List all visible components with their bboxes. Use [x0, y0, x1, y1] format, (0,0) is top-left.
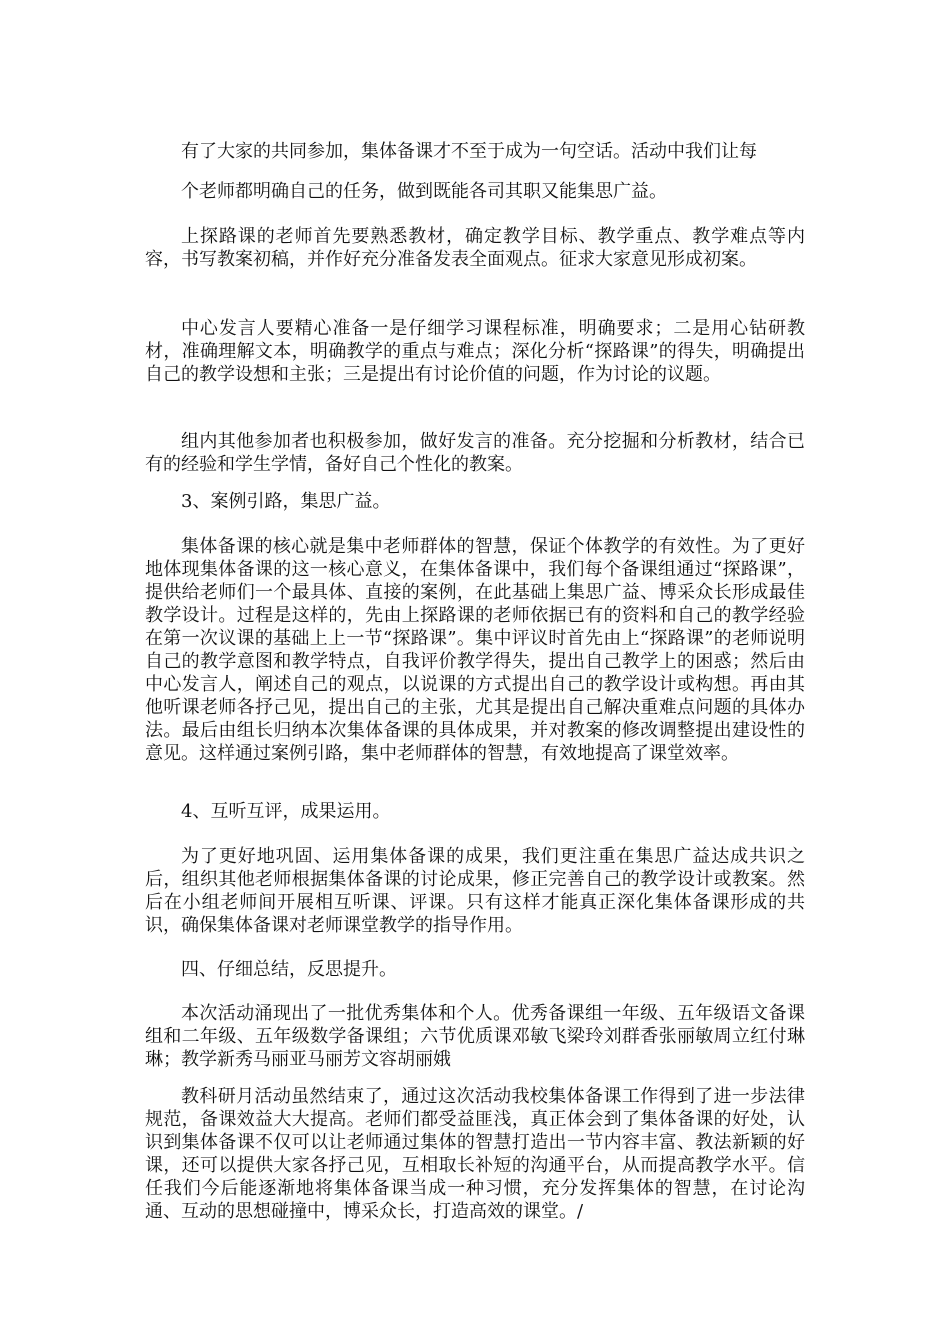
heading-case-guidance: 3、案例引路，集思广益。: [181, 491, 391, 512]
paragraph-explore-lesson: 上探路课的老师首先要熟悉教材，确定教学目标、教学重点、教学难点等内容，书写教案初稿，并作好充分准备发表全面观点。征求大家意见形成初案。: [145, 226, 805, 270]
paragraph-intro-line-2: 个老师都明确自己的任务，做到既能各司其职又能集思广益。: [181, 181, 667, 202]
paragraph-other-participants: 组内其他参加者也积极参加，做好发言的准备。充分挖掘和分析教材，结合已有的经验和学生学情，备好自己个性化的教案。: [145, 431, 805, 475]
paragraph-central-speaker: 中心发言人要精心准备一是仔细学习课程标准，明确要求；二是用心钻研教材，准确理解文本，明确教学的重点与难点；深化分析“探路课”的得失，明确提出自己的教学设想和主张；三是提出有讨论价值的问题，作为讨论的议题。: [145, 318, 805, 385]
heading-summary: 四、仔细总结，反思提升。: [181, 959, 397, 980]
heading-mutual-evaluation: 4、互听互评，成果运用。: [181, 801, 391, 822]
paragraph-awards: 本次活动涌现出了一批优秀集体和个人。优秀备课组一年级、五年级语文备课组和二年级、五年级数学备课组；六节优质课邓敏飞梁玲刘群香张丽敏周立红付琳琳；教学新秀马丽亚马丽芳文容胡丽娥: [145, 1003, 805, 1070]
paragraph-intro-line-1: 有了大家的共同参加，集体备课才不至于成为一句空话。活动中我们让每: [181, 141, 757, 162]
paragraph-conclusion: 教科研月活动虽然结束了，通过这次活动我校集体备课工作得到了进一步法律规范，备课效益大大提高。老师们都受益匪浅，真正体会到了集体备课的好处，认识到集体备课不仅可以让老师通过集体的智慧打造出一节内容丰富、教法新颖的好课，还可以提供大家各抒己见，互相取长补短的沟通平台，从而提高教学水平。信任我们今后能逐渐地将集体备课当成一种习惯，充分发挥集体的智慧，在讨论沟通、互动的思想碰撞中，博采众长，打造高效的课堂。/: [145, 1086, 805, 1222]
paragraph-case-guidance: 集体备课的核心就是集中老师群体的智慧，保证个体教学的有效性。为了更好地体现集体备课的这一核心意义，在集体备课中，我们每个备课组通过“探路课”，提供给老师们一个最具体、直接的案例，在此基础上集思广益、博采众长形成最佳教学设计。过程是这样的，先由上探路课的老师依据已有的资料和自己的教学经验在第一次议课的基础上上一节“探路课”。集中评议时首先由上“探路课”的老师说明自己的教学意图和教学特点，自我评价教学得失，提出自己教学上的困惑；然后由中心发言人，阐述自己的观点，以说课的方式提出自己的教学设计或构想。再由其他听课老师各抒己见，提出自己的主张，尤其是提出自己解决重难点问题的具体办法。最后由组长归纳本次集体备课的具体成果，并对教案的修改调整提出建设性的意见。这样通过案例引路，集中老师群体的智慧，有效地提高了课堂效率。: [145, 536, 805, 764]
paragraph-mutual-evaluation: 为了更好地巩固、运用集体备课的成果，我们更注重在集思广益达成共识之后，组织其他老师根据集体备课的讨论成果，修正完善自己的教学设计或教案。然后在小组老师间开展相互听课、评课。只有这样才能真正深化集体备课形成的共识，确保集体备课对老师课堂教学的指导作用。: [145, 846, 805, 936]
